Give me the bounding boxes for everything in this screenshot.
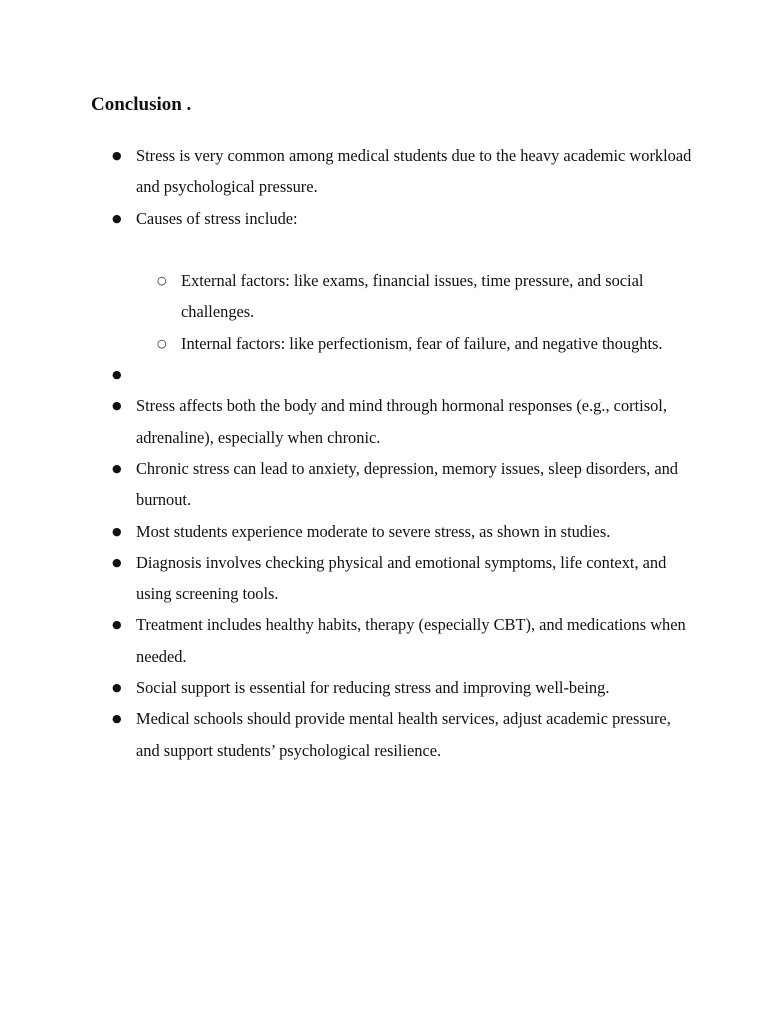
list-item: ● Stress is very common among medical students due to the heavy academic workload and psychological pressure. — [136, 140, 696, 203]
nested-list-container — [136, 265, 696, 359]
list-spacer — [136, 234, 696, 265]
sub-list-item: ○ External factors: like exams, financial issues, time pressure, and social challenges. — [181, 265, 686, 328]
empty-list-item — [136, 359, 696, 390]
conclusion-list — [136, 140, 696, 766]
list-item: ● Diagnosis involves checking physical and emotional symptoms, life context, and using screening tools. — [136, 547, 696, 610]
list-item: ● Most students experience moderate to severe stress, as shown in studies. — [136, 516, 696, 547]
list-item: ● Stress affects both the body and mind through hormonal responses (e.g., cortisol, adrenaline), especially when chronic. — [136, 390, 696, 453]
causes-sublist — [181, 265, 686, 359]
page-title: Conclusion . — [91, 94, 192, 115]
list-item: ● Treatment includes healthy habits, therapy (especially CBT), and medications when needed. — [136, 609, 696, 672]
list-item: ● Medical schools should provide mental health services, adjust academic pressure, and support students’ psychological resilience. — [136, 703, 696, 766]
sub-list-item: ○ Internal factors: like perfectionism, fear of failure, and negative thoughts. — [181, 328, 686, 359]
list-item: ● Social support is essential for reducing stress and improving well-being. — [136, 672, 696, 703]
list-item: ● Chronic stress can lead to anxiety, depression, memory issues, sleep disorders, and burnout. — [136, 453, 696, 516]
list-item: ● Causes of stress include: — [136, 203, 696, 234]
